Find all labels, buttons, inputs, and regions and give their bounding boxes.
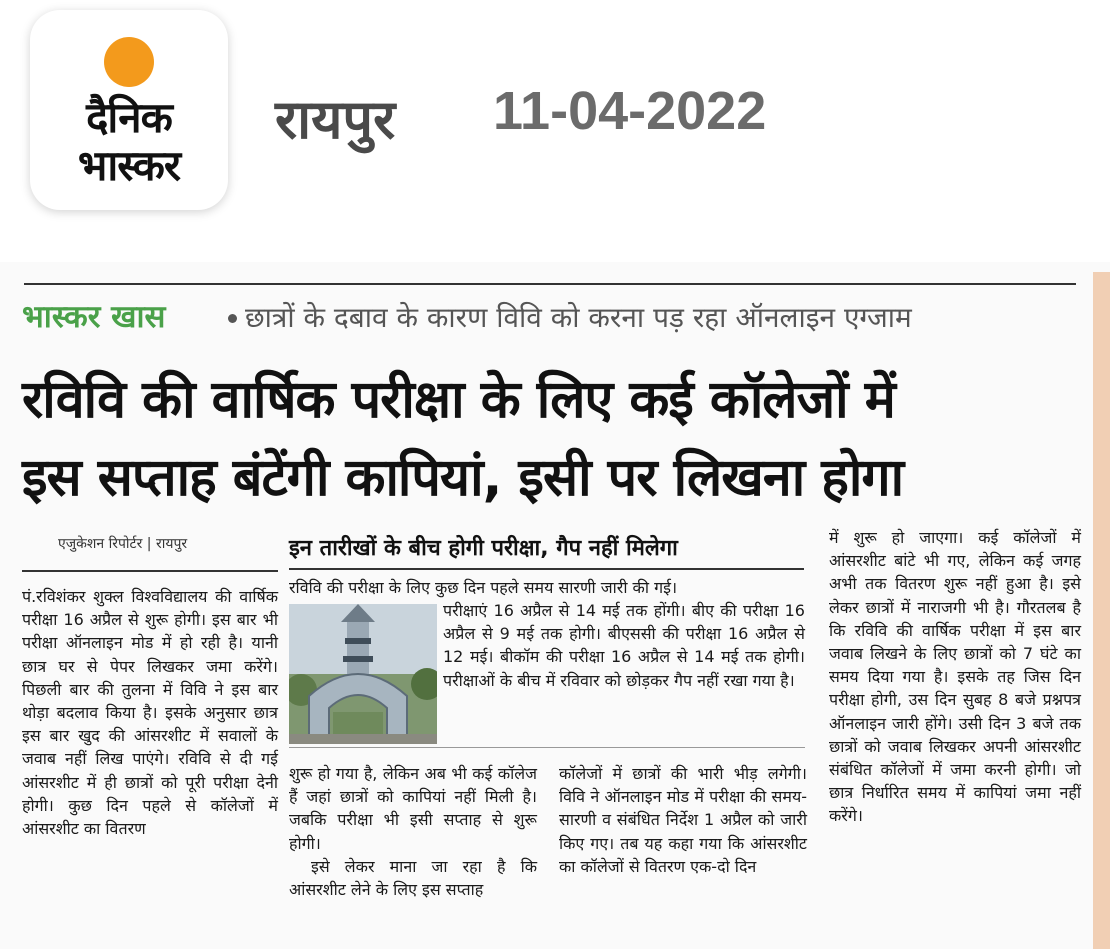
column-4-text: में शुरू हो जाएगा। कई कॉलेजों में आंसरशीट बांटे भी गए, लेकिन कई जगह अभी तक वितरण शुरू नहीं हुआ है। इसे लेकर छात्रों में नाराजगी भी है। गौरतलब है कि रविवि की वार्षिक परीक्षा में इस बार जवाब लिखने के लिए छात्रों को 7 घंटे का समय दिया गया है। इसके तह जिस दिन परीक्षा होगी, उस दिन सुबह 8 बजे प्रश्नपत्र ऑनलाइन जारी होंगे। उसी दिन 3 बजे तक छात्रों को जवाब लिखकर अपनी आंसरशीट संबंधित कॉलेजों में जमा करनी होगी। जो छात्र निर्धारित समय में कापियां जमा नहीं करेंगे। bbox=[829, 528, 1081, 826]
subhead-rule bbox=[289, 568, 804, 570]
box-bottom-rule bbox=[289, 747, 805, 748]
byline bbox=[58, 534, 187, 553]
logo-sun-icon bbox=[104, 37, 154, 87]
kicker-label: भास्कर खास bbox=[22, 299, 166, 335]
page-edge bbox=[1093, 272, 1110, 949]
column-2-paragraph-1: शुरू हो गया है, लेकिन अब भी कई कॉलेज हैं जहां छात्रों को कापियां नहीं मिली है। जबकि परीक्षा भी इसी सप्ताह से शुरू होगी। bbox=[289, 764, 537, 853]
kicker-bullet-icon bbox=[228, 314, 237, 323]
headline-line-2: इस सप्ताह बंटेंगी कापियां, इसी पर लिखना होगा bbox=[22, 448, 904, 508]
box-lead-text: रविवि की परीक्षा के लिए कुछ दिन पहले समय सारणी जारी की गई। bbox=[289, 578, 678, 597]
edition-date: 11-04-2022 bbox=[493, 81, 767, 141]
box-schedule-text: परीक्षाएं 16 अप्रैल से 14 मई तक होंगी। बीए की परीक्षा 16 अप्रैल से 9 मई तक होगी। बीएससी की परीक्षा 16 अप्रैल से 12 मई। बीकॉम की परीक्षा 16 अप्रैल से 14 मई तक होगी। परीक्षाओं के बीच में रविवार को छोड़कर गैप नहीं रखा गया है। bbox=[443, 601, 805, 690]
headline-line-1: रविवि की वार्षिक परीक्षा के लिए कई कॉलेजों में bbox=[22, 370, 895, 430]
byline-rule bbox=[22, 570, 278, 572]
top-rule bbox=[24, 283, 1076, 285]
column-2-paragraph-2: इसे लेकर माना जा रहा है कि आंसरशीट लेने के लिए इस सप्ताह bbox=[289, 856, 537, 900]
column-1-text: पं.रविशंकर शुक्ल विश्वविद्यालय की वार्षिक परीक्षा 16 अप्रैल से शुरू होगी। इस बार भी परीक्षा ऑनलाइन मोड में हो रही है। यानी छात्र घर से पेपर लिखकर जमा करेंगे। पिछली बार की तुलना में विवि ने इस बार थोड़ा बदलाव किया है। इसके अनुसार छात्र इस बार खुद की आंसरशीट में सवालों के जवाब नहीं लिख पाएंगे। रविवि से दी गई आंसरशीट में ही छात्रों को पूरी परीक्षा देनी होगी। कुछ दिन पहले से कॉलेजों में आंसरशीट का वितरण bbox=[22, 587, 278, 839]
article-column-4 bbox=[829, 526, 1081, 828]
byline-reporter: एजुकेशन रिपोर्टर bbox=[58, 536, 143, 552]
box-subhead: इन तारीखों के बीच होगी परीक्षा, गैप नहीं मिलेगा bbox=[289, 536, 678, 561]
logo-text-line1: दैनिक bbox=[86, 93, 172, 142]
byline-separator: | bbox=[146, 536, 156, 552]
article-column-3 bbox=[559, 762, 807, 878]
article-column-2 bbox=[289, 762, 537, 901]
edition-city: रायपुर bbox=[275, 88, 396, 151]
column-3-text: कॉलेजों में छात्रों की भारी भीड़ लगेगी। विवि ने ऑनलाइन मोड में परीक्षा की समय-सारणी व संबंधित निर्देश 1 अप्रैल को जारी किए गए। तब यह कहा गया कि आंसरशीट का कॉलेजों से वितरण एक-दो दिन bbox=[559, 764, 807, 876]
byline-city: रायपुर bbox=[155, 536, 188, 552]
university-gate-photo bbox=[289, 604, 437, 744]
article-column-1 bbox=[22, 585, 278, 840]
logo-text-line2: भास्कर bbox=[77, 141, 181, 190]
kicker-text: छात्रों के दबाव के कारण विवि को करना पड़ रहा ऑनलाइन एग्जाम bbox=[245, 301, 912, 334]
